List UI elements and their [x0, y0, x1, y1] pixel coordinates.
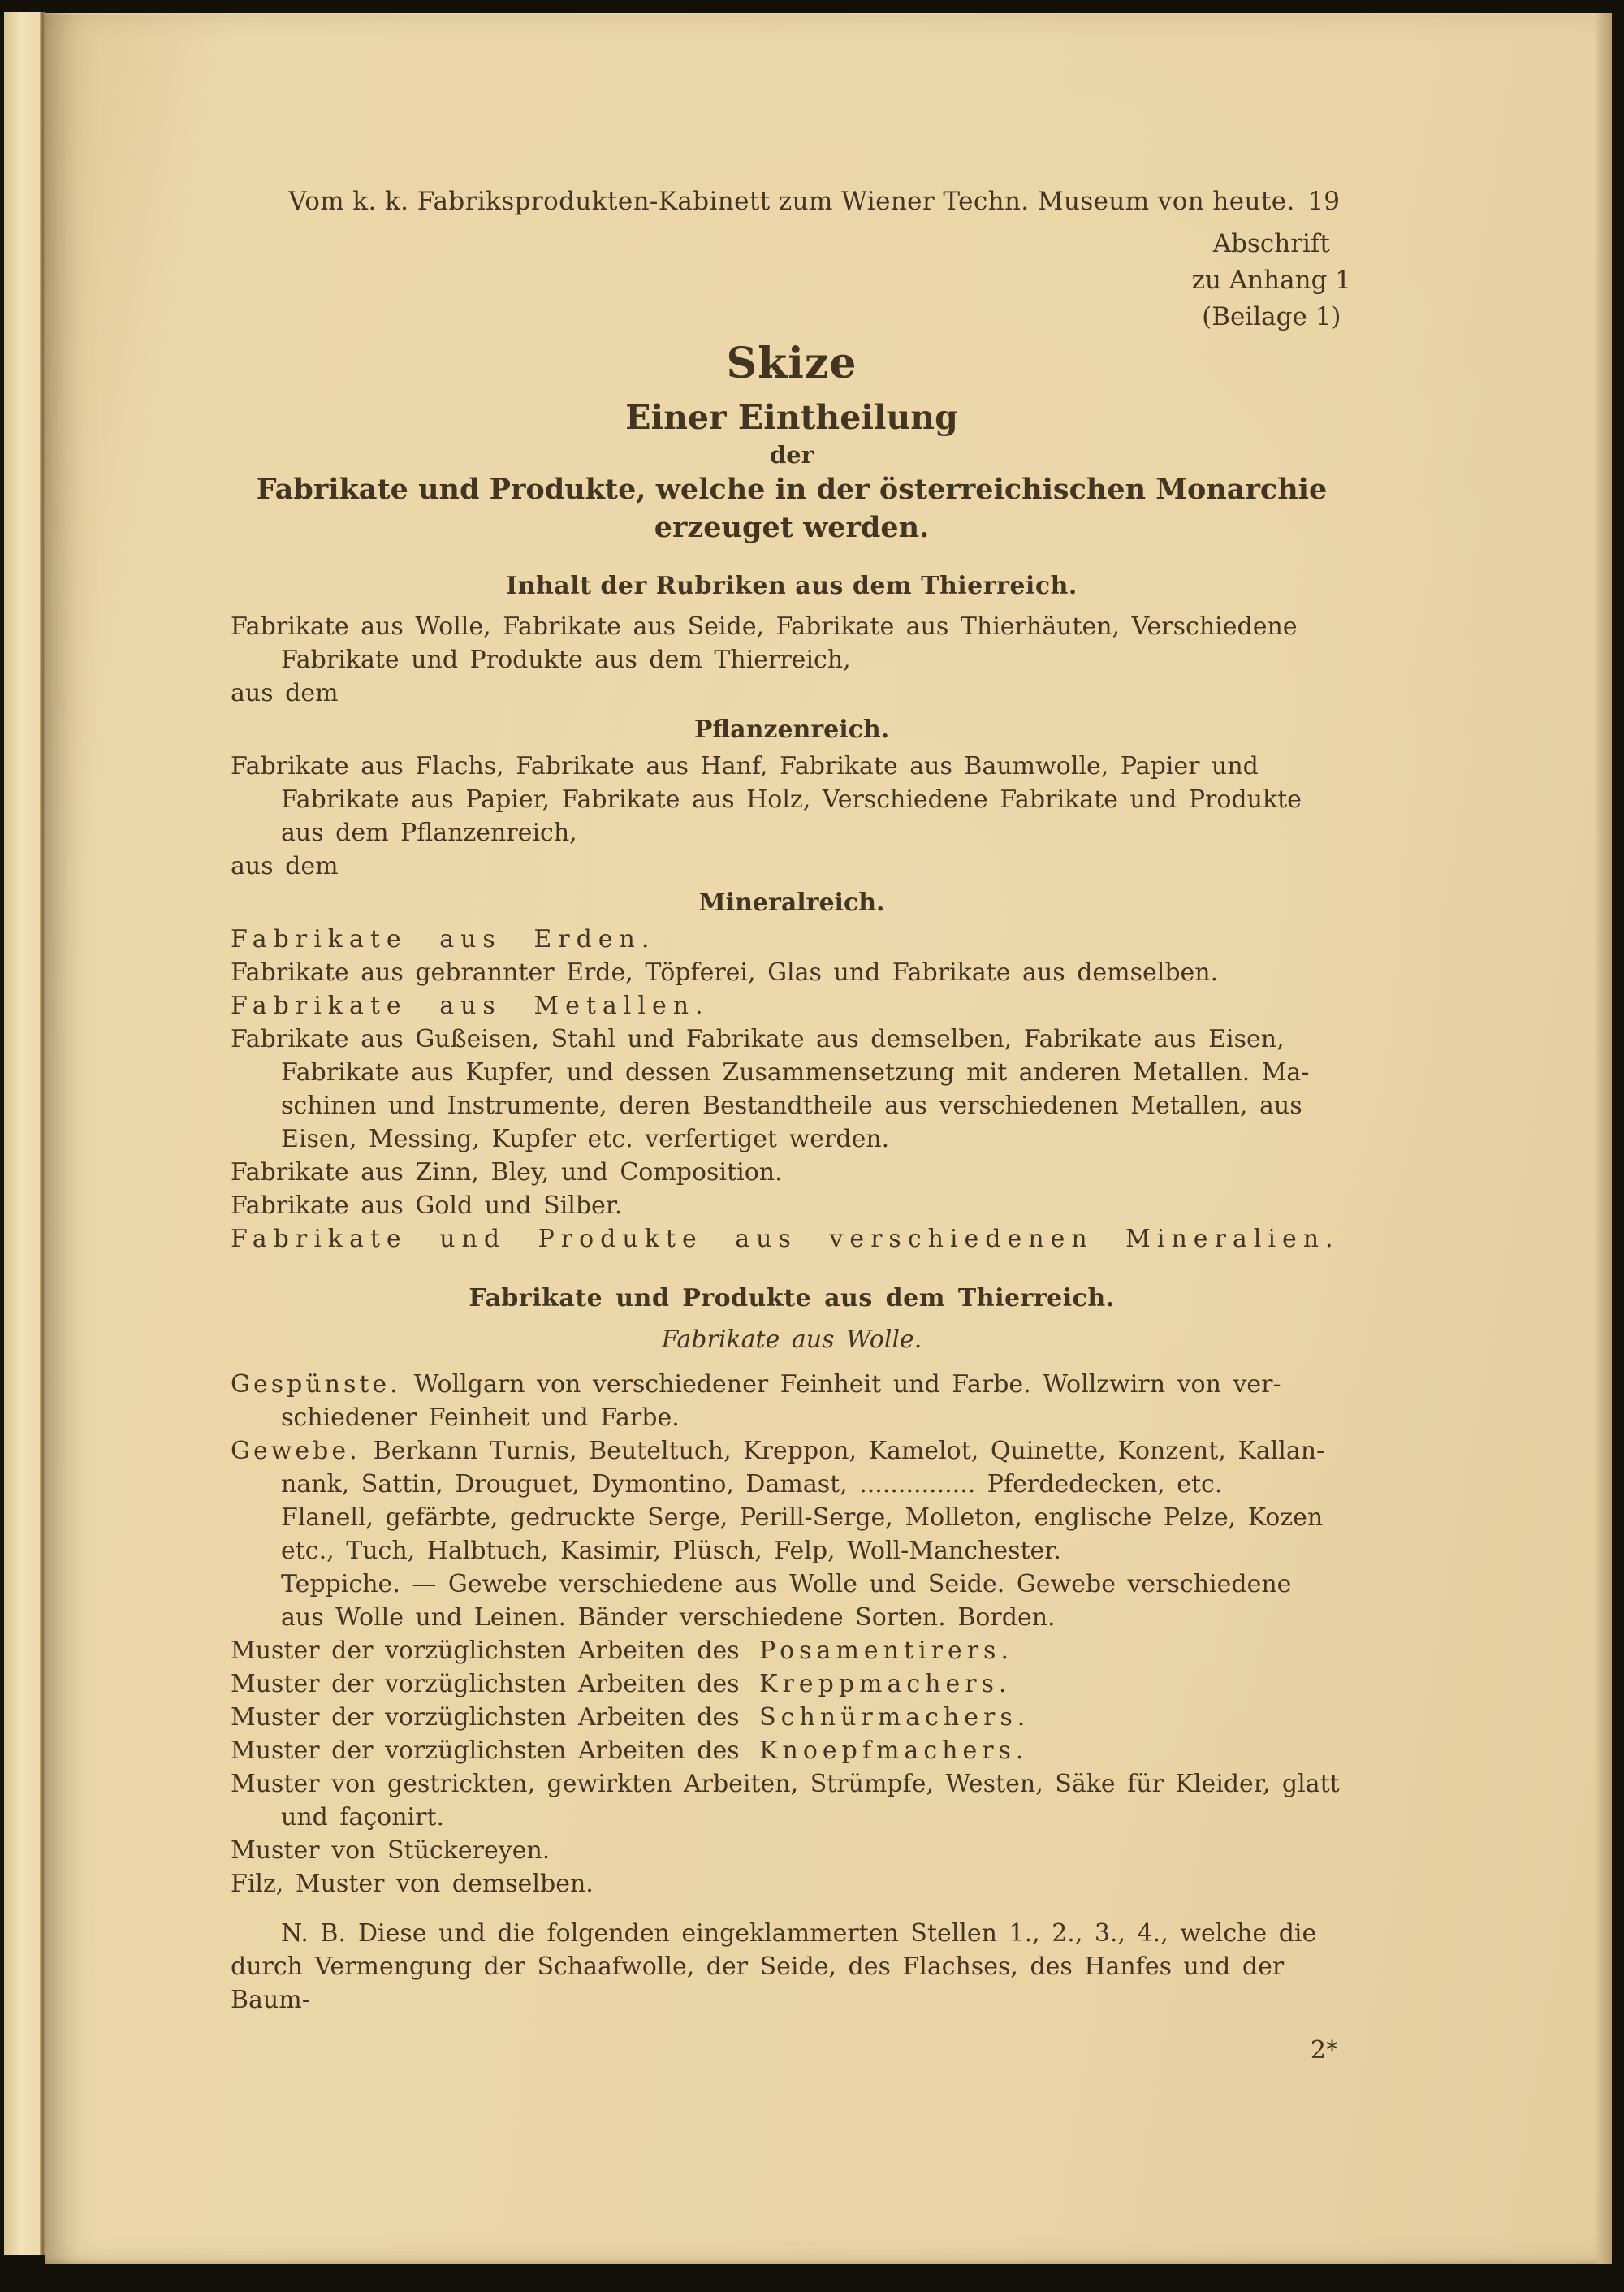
text-line: Eisen, Messing, Kupfer etc. verfertiget werden.	[281, 1125, 890, 1153]
text-line: Flanell, gefärbte, gedruckte Serge, Perill-Serge, Molleton, englische Pelze, Kozen	[281, 1503, 1324, 1532]
text-line: schiedener Feinheit und Farbe.	[281, 1403, 680, 1432]
page-number: 19	[1307, 187, 1340, 216]
text-line: etc., Tuch, Halbtuch, Kasimir, Plüsch, Felp, Woll-Manchester.	[281, 1537, 1061, 1565]
text-line: Muster von Stückereyen.	[231, 1836, 551, 1865]
keyword: Schnürmachers.	[742, 1703, 1030, 1732]
text-line: Fabrikate aus Wolle.	[661, 1325, 922, 1354]
text-line: nank, Sattin, Drouguet, Dymontino, Damast, ............... Pferdedecken, etc.	[281, 1470, 1223, 1498]
subtitle-3: Fabrikate und Produkte, welche in der österreichischen Monarchie	[256, 473, 1328, 506]
text-line: Gespünste. Wollgarn von verschiedener Feinheit und Farbe. Wollzwirn von ver-	[231, 1370, 1281, 1399]
text-line: Fabrikate und Produkte aus dem Thierreich,	[281, 646, 851, 674]
text-line: Fabrikate aus Metallen.	[231, 992, 710, 1020]
text-line: Teppiche. — Gewebe verschiedene aus Wolle und Seide. Gewebe verschiedene	[281, 1570, 1292, 1598]
keyword: Gewebe.	[231, 1437, 361, 1465]
text-line: Gewebe. Berkann Turnis, Beuteltuch, Kreppon, Kamelot, Quinette, Konzent, Kallan-	[231, 1437, 1325, 1465]
gutter-crease	[40, 12, 45, 2255]
text-line: Fabrikate und Produkte aus dem Thierreich.	[469, 1284, 1115, 1312]
text-line: Mineralreich.	[698, 889, 885, 917]
text-line: Muster der vorzüglichsten Arbeiten des Kreppmachers.	[231, 1670, 1012, 1698]
text-line: Fabrikate aus Gußeisen, Stahl und Fabrikate aus demselben, Fabrikate aus Eisen,	[231, 1025, 1285, 1053]
text-line: Fabrikate aus Gold und Silber.	[231, 1191, 623, 1220]
text-line: Muster der vorzüglichsten Arbeiten des Knoepfmachers.	[231, 1736, 1029, 1765]
keyword: Knoepfmachers.	[742, 1736, 1029, 1765]
text-line: Fabrikate aus Zinn, Bley, und Composition.	[231, 1158, 783, 1187]
text-line: Fabrikate aus Papier, Fabrikate aus Holz, Verschiedene Fabrikate und Produkte	[281, 785, 1302, 814]
text-line: aus dem Pflanzenreich,	[281, 819, 577, 847]
body-text	[231, 610, 1353, 2017]
text-line: Pflanzenreich.	[693, 716, 890, 744]
previous-page-edge	[4, 12, 40, 2255]
margin-annotation	[231, 226, 1353, 335]
text-line: schinen und Instrumente, deren Bestandtheile aus verschiedenen Metallen, aus	[281, 1092, 1302, 1120]
text-line: Fabrikate aus Erden.	[231, 925, 656, 954]
subtitle-1: Einer Eintheilung	[625, 398, 958, 437]
text-line: durch Vermengung der Schaafwolle, der Seide, des Flachses, des Hanfes und der Baum-	[231, 1953, 1285, 2014]
section-heading: Inhalt der Rubriken aus dem Thierreich.	[506, 572, 1078, 600]
text-line: N. B. Diese und die folgenden eingeklammerten Stellen 1., 2., 3., 4., welche die	[281, 1919, 1317, 1948]
text-line: Muster der vorzüglichsten Arbeiten des Schnürmachers.	[231, 1703, 1030, 1732]
text-line: Fabrikate und Produkte aus verschiedenen Mineralien.	[231, 1225, 1340, 1253]
text-line: Fabrikate aus Flachs, Fabrikate aus Hanf, Fabrikate aus Baumwolle, Papier und	[231, 752, 1259, 781]
annotation-anhang: zu Anhang 1	[1191, 266, 1351, 295]
annotation-beilage: (Beilage 1)	[1202, 302, 1341, 331]
main-title: Skize	[726, 339, 857, 388]
text-line: und façonirt.	[281, 1803, 445, 1831]
running-header-row	[231, 185, 1353, 218]
running-header: Vom k. k. Fabriksprodukten-Kabinett zum Wiener Techn. Museum von heute.	[288, 187, 1295, 216]
text-line: Muster von gestrickten, gewirkten Arbeiten, Strümpfe, Westen, Säke für Kleider, glatt	[231, 1770, 1340, 1798]
text-line: Fabrikate aus gebrannter Erde, Töpferei, Glas und Fabrikate aus demselben.	[231, 958, 1219, 987]
text-line: Muster der vorzüglichsten Arbeiten des Posamentirers.	[231, 1637, 1013, 1665]
text-line: Filz, Muster von demselben.	[231, 1870, 594, 1898]
keyword: Kreppmachers.	[742, 1670, 1012, 1698]
keyword: Posamentirers.	[742, 1637, 1013, 1665]
keyword: Gespünste.	[231, 1370, 401, 1399]
annotation-abschrift: Abschrift	[1212, 229, 1330, 258]
text-line: aus dem	[231, 852, 339, 880]
subtitle-2: der	[769, 441, 814, 469]
text-line: aus dem	[231, 679, 339, 707]
text-line: aus Wolle und Leinen. Bänder verschiedene Sorten. Borden.	[281, 1603, 1056, 1632]
signature-mark: 2*	[1310, 2036, 1338, 2065]
text-line: Fabrikate aus Wolle, Fabrikate aus Seide, Fabrikate aus Thierhäuten, Verschiedene	[231, 612, 1298, 641]
page-content	[231, 13, 1353, 2065]
text-line: Fabrikate aus Kupfer, und dessen Zusammensetzung mit anderen Metallen. Ma-	[281, 1058, 1310, 1087]
subtitle-4: erzeuget werden.	[654, 511, 930, 544]
book-page	[45, 13, 1612, 2264]
